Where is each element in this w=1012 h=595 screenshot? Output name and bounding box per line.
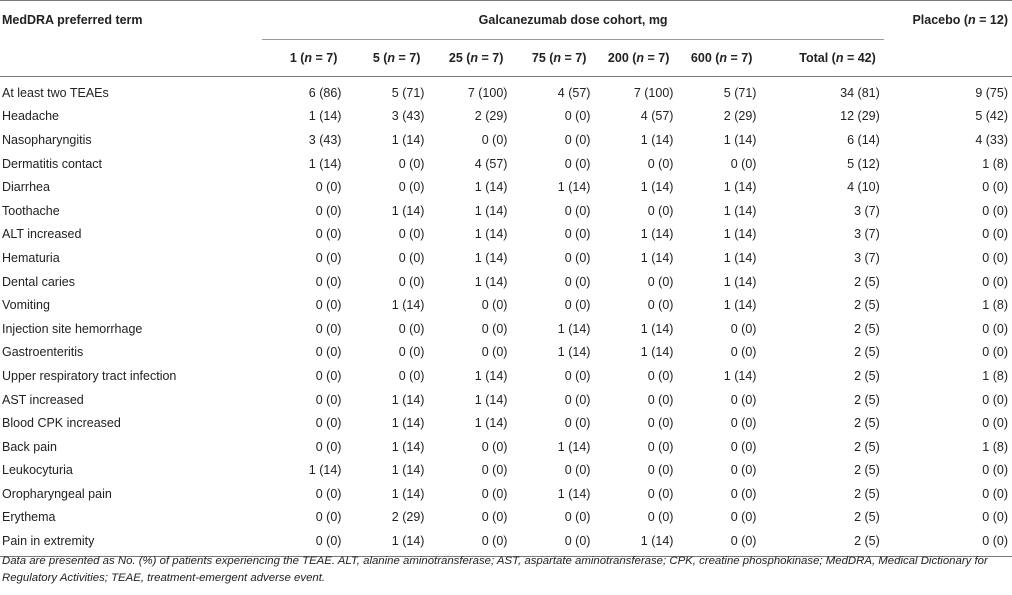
row-value: 1 (14) (723, 298, 757, 313)
header-dose-600: 600 (n = 7) (677, 40, 760, 77)
row-value: 1 (14) (391, 439, 425, 454)
row-value: 1 (14) (308, 463, 342, 478)
table-row (0, 341, 1012, 365)
row-value: 0 (0) (982, 510, 1008, 525)
row-value: 0 (0) (564, 392, 591, 407)
row-value: 0 (0) (647, 439, 674, 454)
row-value: 12 (29) (840, 109, 880, 124)
row-value: 1 (14) (640, 321, 674, 336)
row-value: 1 (14) (557, 321, 591, 336)
table-row (0, 293, 1012, 317)
row-value: 1 (14) (474, 180, 508, 195)
row-value: 1 (14) (391, 463, 425, 478)
table-body (0, 77, 1012, 557)
row-value: 4 (57) (640, 109, 674, 124)
row-value: 1 (14) (723, 250, 757, 265)
row-value: 0 (0) (564, 510, 591, 525)
row-value: 1 (14) (723, 132, 757, 147)
row-value: 0 (0) (398, 274, 425, 289)
header-dose-5: 5 (n = 7) (345, 40, 428, 77)
table-row (0, 506, 1012, 530)
row-value: 0 (0) (315, 510, 342, 525)
row-value: 0 (0) (315, 321, 342, 336)
row-value: 0 (0) (262, 529, 345, 556)
row-value: 0 (0) (315, 274, 342, 289)
row-value: 0 (0) (398, 227, 425, 242)
row-value: 0 (0) (564, 250, 591, 265)
header-empty-cell (0, 40, 262, 77)
row-value: 3 (7) (854, 203, 880, 218)
row-value: 1 (14) (640, 180, 674, 195)
row-value: 3 (7) (854, 227, 880, 242)
row-value: 0 (0) (647, 392, 674, 407)
row-value: 3 (43) (308, 132, 342, 147)
row-term: Diarrhea (2, 180, 50, 195)
row-value: 1 (14) (474, 227, 508, 242)
row-value: 0 (0) (481, 486, 508, 501)
row-term: Erythema (2, 510, 56, 525)
row-value: 7 (100) (633, 85, 674, 100)
table-row (0, 270, 1012, 294)
row-value: 9 (75) (975, 85, 1008, 100)
row-value: 0 (0) (398, 250, 425, 265)
row-value: 1 (14) (391, 486, 425, 501)
row-value: 0 (0) (647, 156, 674, 171)
row-value: 4 (10) (847, 180, 880, 195)
row-value: 0 (0) (982, 486, 1008, 501)
row-term: At least two TEAEs (2, 85, 109, 100)
row-value: 1 (14) (594, 529, 677, 556)
row-value: 0 (0) (564, 274, 591, 289)
row-value: 0 (0) (647, 486, 674, 501)
row-term: Leukocyturia (2, 463, 73, 478)
row-value: 0 (0) (730, 392, 757, 407)
row-value: 0 (0) (982, 416, 1008, 431)
row-term: Upper respiratory tract infection (2, 368, 177, 383)
row-value: 4 (33) (975, 132, 1008, 147)
table-row (0, 152, 1012, 176)
row-term: Nasopharyngitis (2, 132, 92, 147)
row-value: 1 (14) (640, 132, 674, 147)
row-value: 0 (0) (564, 463, 591, 478)
row-value: 0 (0) (564, 203, 591, 218)
row-value: 0 (0) (647, 203, 674, 218)
row-value: 0 (0) (398, 321, 425, 336)
row-value: 1 (14) (391, 392, 425, 407)
row-value: 0 (0) (511, 529, 594, 556)
row-value: 2 (5) (854, 510, 880, 525)
row-value: 1 (14) (723, 227, 757, 242)
row-value: 0 (0) (315, 250, 342, 265)
row-value: 0 (0) (730, 463, 757, 478)
row-term: Toothache (2, 203, 60, 218)
row-value: 2 (29) (474, 109, 508, 124)
table-row (0, 246, 1012, 270)
row-value: 0 (0) (564, 227, 591, 242)
row-value: 4 (57) (474, 156, 508, 171)
header-row-group (0, 1, 1012, 40)
row-value: 5 (42) (975, 109, 1008, 124)
row-value: 2 (5) (760, 529, 883, 556)
table-row (0, 364, 1012, 388)
row-value: 0 (0) (647, 274, 674, 289)
row-value: 0 (0) (398, 368, 425, 383)
header-placebo: Placebo (n = 12) (884, 1, 1012, 40)
row-value: 0 (0) (982, 274, 1008, 289)
row-value: 1 (14) (345, 529, 428, 556)
row-value: 0 (0) (481, 345, 508, 360)
row-value: 7 (100) (467, 85, 508, 100)
row-value: 0 (0) (730, 321, 757, 336)
row-value: 0 (0) (564, 132, 591, 147)
row-value: 1 (14) (557, 439, 591, 454)
row-value: 0 (0) (481, 298, 508, 313)
row-value: 0 (0) (647, 463, 674, 478)
row-term: AST increased (2, 392, 84, 407)
row-value: 0 (0) (428, 529, 511, 556)
row-value: 1 (14) (474, 392, 508, 407)
row-value: 0 (0) (982, 321, 1008, 336)
table-row (0, 411, 1012, 435)
row-value: 1 (14) (391, 132, 425, 147)
header-dose-cohort-group: Galcanezumab dose cohort, mg (262, 1, 883, 40)
row-value: 2 (5) (854, 486, 880, 501)
row-value: 0 (0) (647, 416, 674, 431)
row-value: 0 (0) (564, 156, 591, 171)
header-dose-25: 25 (n = 7) (428, 40, 511, 77)
row-value: 1 (14) (308, 109, 342, 124)
row-value: 0 (0) (564, 109, 591, 124)
row-value: 0 (0) (982, 250, 1008, 265)
row-value: 0 (0) (730, 510, 757, 525)
row-term: Gastroenteritis (2, 345, 84, 360)
row-value: 1 (14) (474, 274, 508, 289)
row-value: 1 (14) (557, 345, 591, 360)
row-value: 0 (0) (730, 416, 757, 431)
row-value: 1 (8) (982, 368, 1008, 383)
row-value: 0 (0) (315, 486, 342, 501)
row-value: 1 (14) (391, 203, 425, 218)
header-dose-75: 75 (n = 7) (511, 40, 594, 77)
row-value: 0 (0) (884, 529, 1012, 556)
row-term: Headache (2, 109, 59, 124)
row-value: 0 (0) (564, 368, 591, 383)
table-row (0, 175, 1012, 199)
row-value: 0 (0) (315, 345, 342, 360)
row-value: 1 (14) (640, 250, 674, 265)
row-value: 0 (0) (481, 463, 508, 478)
row-value: 1 (8) (982, 298, 1008, 313)
row-value: 0 (0) (647, 510, 674, 525)
row-value: 2 (5) (854, 345, 880, 360)
row-term: Hematuria (2, 250, 60, 265)
row-value: 0 (0) (730, 439, 757, 454)
row-value: 1 (8) (982, 156, 1008, 171)
row-value: 1 (14) (474, 250, 508, 265)
row-term: Back pain (2, 439, 57, 454)
row-value: 2 (5) (854, 392, 880, 407)
row-term: Blood CPK increased (2, 416, 121, 431)
row-value: 0 (0) (315, 416, 342, 431)
header-total: Total (n = 42) (760, 40, 883, 77)
table-row (0, 105, 1012, 129)
row-value: 0 (0) (982, 227, 1008, 242)
row-value: 1 (14) (308, 156, 342, 171)
row-value: 0 (0) (481, 439, 508, 454)
row-value: 5 (71) (723, 85, 757, 100)
table-row (0, 128, 1012, 152)
row-term: Dental caries (2, 274, 75, 289)
row-value: 1 (8) (982, 439, 1008, 454)
row-value: 2 (5) (854, 439, 880, 454)
row-value: 0 (0) (564, 298, 591, 313)
row-value: 2 (5) (854, 416, 880, 431)
table-row (0, 199, 1012, 223)
row-value: 0 (0) (315, 203, 342, 218)
table-row (0, 77, 1012, 105)
row-value: 0 (0) (315, 368, 342, 383)
row-value: 0 (0) (730, 156, 757, 171)
table-row (0, 388, 1012, 412)
row-value: 2 (5) (854, 298, 880, 313)
row-value: 2 (5) (854, 321, 880, 336)
row-value: 4 (57) (557, 85, 591, 100)
table-row (0, 482, 1012, 506)
header-preferred-term: MedDRA preferred term (0, 1, 262, 40)
row-value: 0 (0) (982, 180, 1008, 195)
row-term: Vomiting (2, 298, 50, 313)
row-value: 0 (0) (398, 345, 425, 360)
row-value: 0 (0) (398, 156, 425, 171)
row-value: 0 (0) (982, 392, 1008, 407)
row-value: 2 (29) (723, 109, 757, 124)
row-value: 1 (14) (723, 180, 757, 195)
table-row (0, 459, 1012, 483)
header-dose-200: 200 (n = 7) (594, 40, 677, 77)
row-value: 0 (0) (315, 298, 342, 313)
row-term: Pain in extremity (0, 529, 262, 556)
row-value: 0 (0) (730, 345, 757, 360)
row-value: 1 (14) (557, 180, 591, 195)
row-value: 0 (0) (730, 486, 757, 501)
row-term: ALT increased (2, 227, 82, 242)
row-value: 1 (14) (557, 486, 591, 501)
row-value: 1 (14) (391, 416, 425, 431)
row-value: 0 (0) (647, 368, 674, 383)
header-row-doses (0, 40, 1012, 77)
row-value: 0 (0) (481, 132, 508, 147)
row-value: 1 (14) (723, 203, 757, 218)
row-value: 1 (14) (474, 416, 508, 431)
row-value: 0 (0) (647, 298, 674, 313)
row-value: 6 (14) (847, 132, 880, 147)
row-value: 1 (14) (723, 274, 757, 289)
row-term: Injection site hemorrhage (2, 321, 143, 336)
row-value: 0 (0) (481, 321, 508, 336)
row-value: 34 (81) (840, 85, 880, 100)
row-value: 0 (0) (677, 529, 760, 556)
row-value: 1 (14) (640, 345, 674, 360)
row-value: 0 (0) (982, 203, 1008, 218)
row-value: 0 (0) (564, 416, 591, 431)
row-value: 0 (0) (315, 227, 342, 242)
row-value: 3 (43) (391, 109, 425, 124)
row-value: 2 (5) (854, 274, 880, 289)
row-value: 0 (0) (315, 180, 342, 195)
row-value: 0 (0) (398, 180, 425, 195)
table-row (0, 223, 1012, 247)
row-term: Oropharyngeal pain (2, 486, 112, 501)
row-value: 0 (0) (982, 463, 1008, 478)
row-value: 1 (14) (723, 368, 757, 383)
row-value: 3 (7) (854, 250, 880, 265)
row-value: 0 (0) (315, 392, 342, 407)
row-value: 2 (5) (854, 368, 880, 383)
row-value: 2 (29) (391, 510, 425, 525)
row-value: 2 (5) (854, 463, 880, 478)
row-value: 1 (14) (640, 227, 674, 242)
header-empty-placebo (884, 40, 1012, 77)
header-dose-1: 1 (n = 7) (262, 40, 345, 77)
row-value: 1 (14) (474, 368, 508, 383)
row-value: 5 (71) (391, 85, 425, 100)
row-value: 1 (14) (391, 298, 425, 313)
table-row (0, 317, 1012, 341)
row-value: 0 (0) (315, 439, 342, 454)
row-value: 0 (0) (481, 510, 508, 525)
row-value: 1 (14) (474, 203, 508, 218)
row-value: 5 (12) (847, 156, 880, 171)
row-term: Dermatitis contact (2, 156, 103, 171)
table-footnote: Data are presented as No. (%) of patients experiencing the TEAE. ALT, alanine aminotransferase; AST, aspartate aminotransferase; CPK, creatine phosphokinase; MedDRA, Medical Dictionary for Regulatory Activities; TEAE, treatment-emergent adverse event. (2, 555, 988, 584)
table-row (0, 435, 1012, 459)
row-value: 6 (86) (308, 85, 342, 100)
row-value: 0 (0) (982, 345, 1008, 360)
